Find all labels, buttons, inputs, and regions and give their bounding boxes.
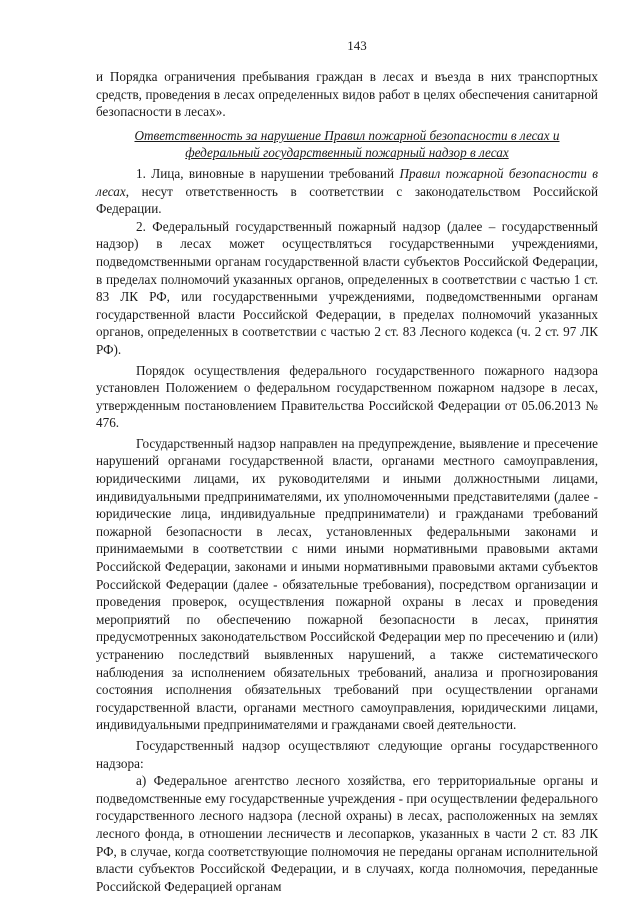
bodies-intro-paragraph: Государственный надзор осуществляют следующие органы государственного надзора:	[96, 737, 598, 771]
supervision-paragraph: Государственный надзор направлен на предупреждение, выявление и пресечение нарушений органами государственной власти, органами местного самоуправления, юридическими лицами, их руководителями и иными должностными лицами, индивидуальными предпринимателями, их уполномоченными представителями (далее - юридические лица, индивидуальные предприниматели) и гражданами требований пожарной безопасности в лесах, установленных федеральными законами и принимаемыми в соответствии с ними иными нормативными правовыми актами Российской Федерации, законами и иными нормативными правовыми актами субъектов Российской Федерации (далее - обязательные требования), посредством организации и проведения проверок, осуществления пожарной охраны в лесах и проведения мероприятий по обеспечению пожарной безопасности в лесах, принятия предусмотренных законодательством Российской Федерации мер по пресечению и (или) устранению последствий выявленных нарушений, а также систематического наблюдения за исполнением обязательных требований, анализа и прогнозирования состояния исполнения обязательных требований при осуществлении органами государственной власти, органами местного самоуправления, юридическими лицами, индивидуальными предпринимателями и гражданами своей деятельности.	[96, 435, 598, 733]
section-heading: Ответственность за нарушение Правил пожарной безопасности в лесах и федеральный государственный пожарный надзор в лесах	[134, 127, 560, 161]
item-a-paragraph: а) Федеральное агентство лесного хозяйства, его территориальные органы и подведомственные ему государственные учреждения - при осуществлении федерального государственного лесного надзора (лесной охраны) в лесах, расположенных на землях лесного фонда, в отношении лесничеств и лесопарков, указанных в части 2 ст. 83 ЛК РФ, в случае, когда соответствующие полномочия не переданы органам исполнительной власти субъектов Российской Федерации, и в случаях, когда полномочия, переданные Российской Федерацией органам	[96, 773, 598, 894]
item-2-paragraph: 2. Федеральный государственный пожарный надзор (далее – государственный надзор) в лесах может осуществляться государственными учреждениями, подведомственными органам государственной власти субъектов Российской Федерации, в пределах полномочий указанных органов, определенных в соответствии с частью 1 ст. 83 ЛК РФ, или государственными учреждениями, подведомственными органам государственной власти Российской Федерации, в пределах полномочий указанных органов, определенных в соответствии с частью 2 ст. 83 Лесного кодекса (ч. 2 ст. 97 ЛК РФ).	[96, 218, 598, 357]
item-1-emphasis: Правил пожарной безопасности в лесах	[96, 165, 598, 199]
intro-paragraph: и Порядка ограничения пребывания граждан в лесах и въезда в них транспортных средств, проведения в лесах определенных видов работ в целях обеспечения санитарной безопасности в лесах».	[96, 69, 598, 120]
item-1-suffix: , несут ответственность в соответствии с законодательством Российской Федерации.	[96, 183, 598, 217]
item-1-prefix: 1. Лица, виновные в нарушении требований	[136, 165, 400, 181]
procedure-paragraph: Порядок осуществления федерального государственного пожарного надзора установлен Положением о федеральном государственном пожарном надзоре в лесах, утвержденным постановлением Правительства Российской Федерации от 05.06.2013 № 476.	[96, 362, 598, 431]
page-number: 143	[347, 38, 367, 53]
item-1-paragraph	[96, 165, 598, 218]
